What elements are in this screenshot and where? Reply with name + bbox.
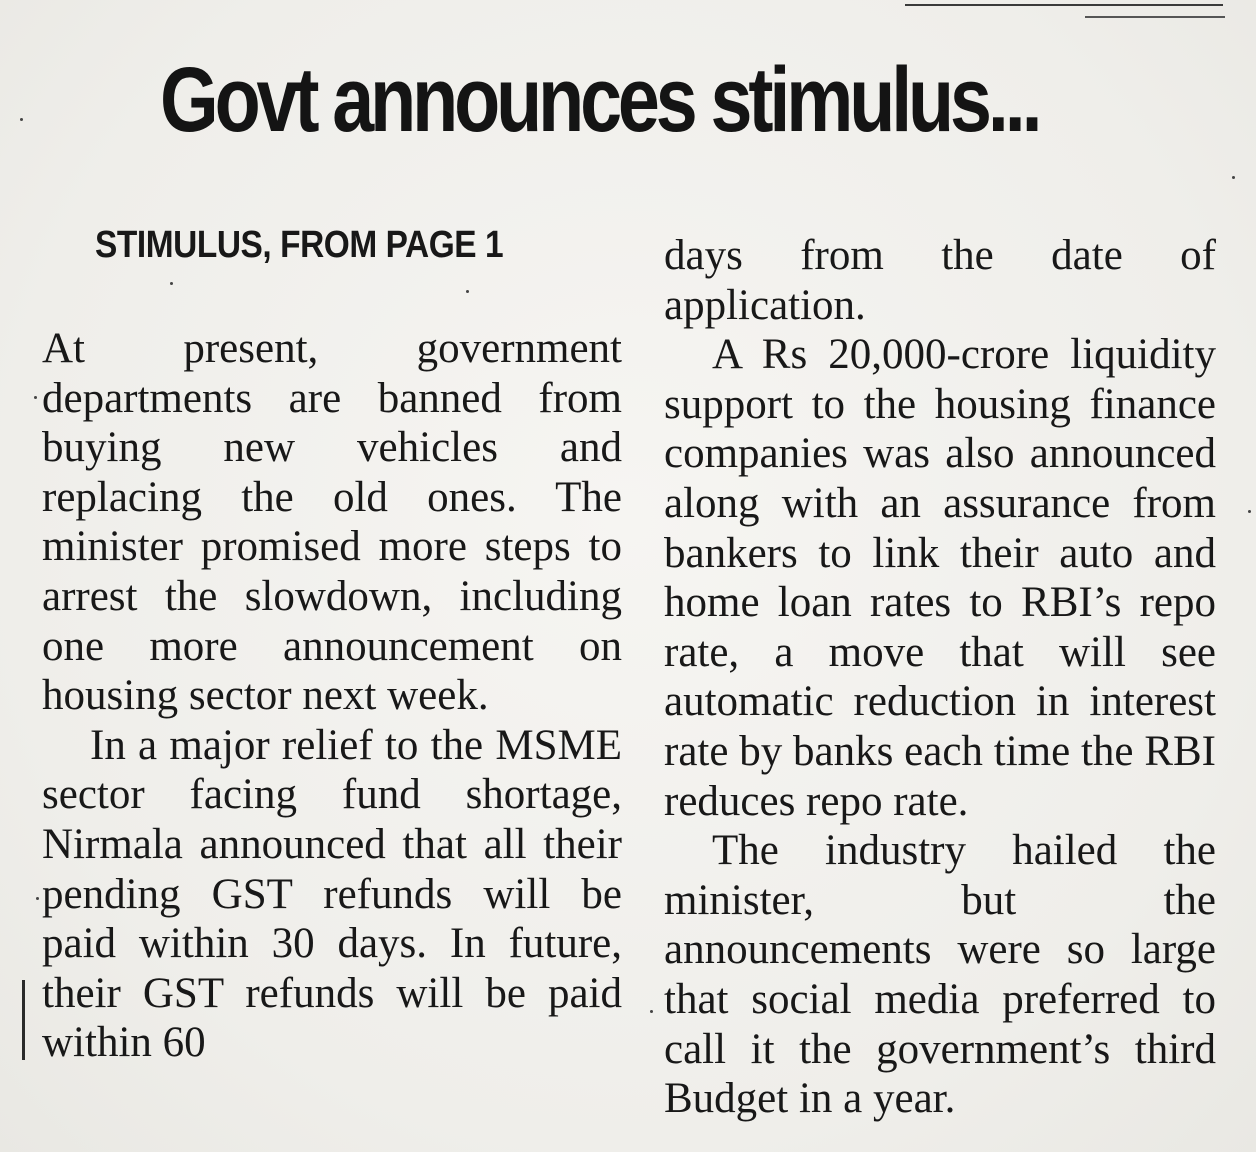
print-speck [20,118,23,121]
print-speck [466,290,469,293]
print-speck [34,396,37,399]
print-speck [650,1010,653,1013]
print-speck [1248,510,1251,513]
right-paragraph-1: days from the date of application. [664,232,1216,329]
jump-line: STIMULUS, FROM PAGE 1 [95,224,504,266]
top-rule [905,4,1223,6]
print-speck [170,282,173,285]
print-speck [1232,176,1235,179]
right-column [664,231,1216,1124]
left-paragraph-2: In a major relief to the MSME sector facing fund shortage, Nirmala announced that all their pending GST refunds will be paid within 30 days. In future, their GST refunds will be paid within 60 [42,721,622,1067]
left-margin-rule [22,980,25,1060]
right-paragraph-2: A Rs 20,000-crore liquidity support to the housing finance companies was also announced along with an assurance from bankers to link their auto and home loan rates to RBI’s repo rate, a move that will see automatic reduction in interest rate by banks each time the RBI reduces repo rate. [664,331,1216,825]
left-paragraph-1: At present, government departments are banned from buying new vehicles and replacing the old ones. The minister promised more steps to arrest the slowdown, including one more announcement on housing sector next week. [42,325,622,720]
left-column [42,324,622,1068]
print-speck [36,897,39,900]
right-paragraph-3: The industry hailed the minister, but the announcements were so large that social media preferred to call it the government’s third Budget in a year. [664,827,1216,1123]
top-rule-secondary [1085,16,1225,18]
headline: Govt announces stimulus... [160,49,1039,151]
